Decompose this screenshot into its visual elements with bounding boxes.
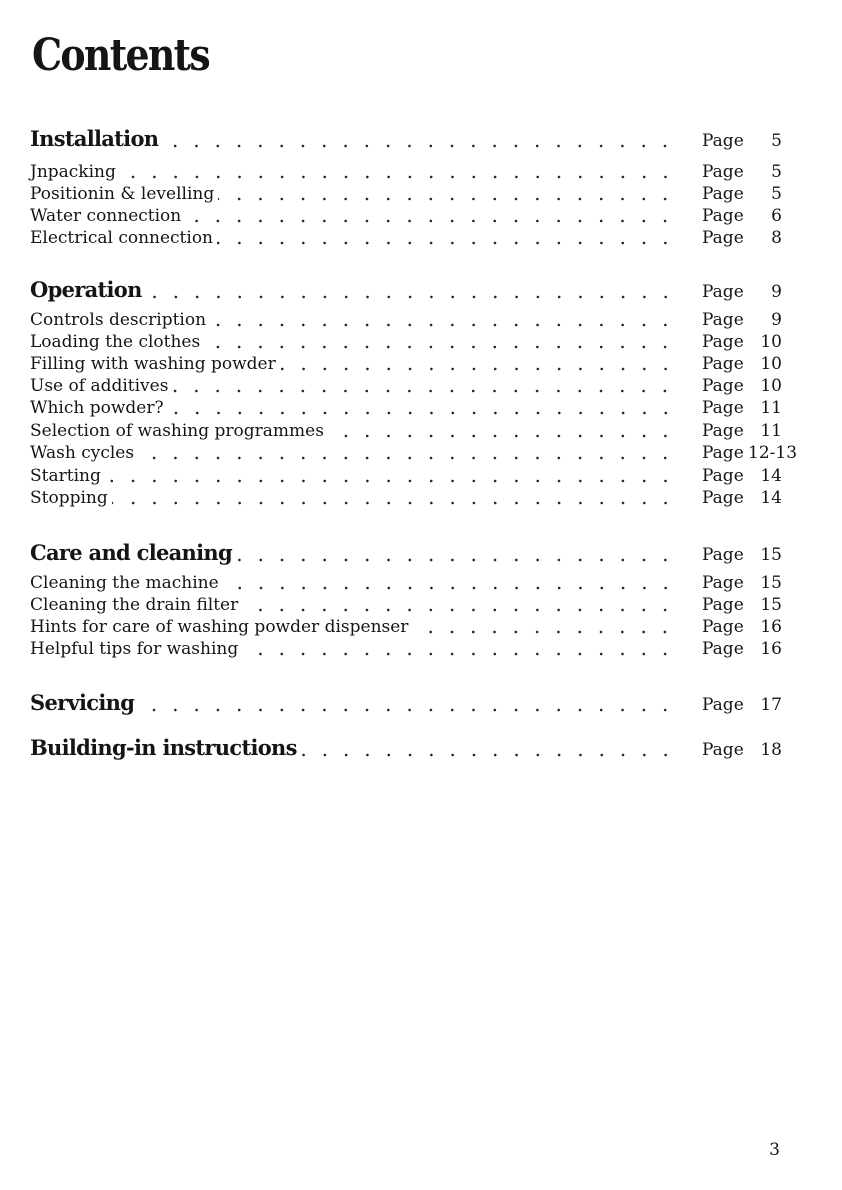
leader-dots bbox=[138, 441, 676, 461]
page-word: Page bbox=[702, 740, 744, 760]
page-word: Page bbox=[702, 639, 744, 659]
page-ref: 10 bbox=[760, 354, 782, 374]
leader-dots bbox=[185, 204, 676, 224]
page-ref: 15 bbox=[760, 545, 782, 565]
page-ref: 5 bbox=[771, 184, 782, 204]
leader-dots bbox=[162, 129, 676, 149]
page-ref: 15 bbox=[760, 573, 782, 593]
page-ref: 9 bbox=[771, 282, 782, 302]
toc-row-programme-selection[interactable] bbox=[30, 416, 782, 441]
page-ref: 15 bbox=[760, 595, 782, 615]
leader-dots bbox=[218, 182, 676, 202]
leader-dots bbox=[146, 280, 676, 300]
leader-dots bbox=[242, 593, 676, 613]
toc-row-water-connection[interactable] bbox=[30, 201, 782, 226]
page-title: Contents bbox=[32, 30, 209, 81]
leader-dots bbox=[168, 396, 676, 416]
toc-label: Hints for care of washing powder dispenser bbox=[30, 617, 409, 637]
leader-dots bbox=[412, 615, 676, 635]
toc-label: Operation bbox=[30, 277, 142, 302]
page-ref: 6 bbox=[771, 206, 782, 226]
page-word: Page bbox=[702, 443, 744, 463]
page-ref: 5 bbox=[771, 162, 782, 182]
leader-dots bbox=[217, 226, 676, 246]
toc-label: Electrical connection bbox=[30, 228, 214, 248]
leader-dots bbox=[242, 637, 676, 657]
leader-dots bbox=[301, 738, 676, 758]
page-ref: 9 bbox=[771, 310, 782, 330]
leader-dots bbox=[138, 693, 676, 713]
page-ref: 14 bbox=[760, 466, 782, 486]
page-word: Page bbox=[702, 595, 744, 615]
toc-label: Stopping bbox=[30, 488, 108, 508]
page-ref: 17 bbox=[760, 695, 782, 715]
toc-row-installation[interactable] bbox=[30, 126, 782, 151]
toc-row-operation[interactable] bbox=[30, 277, 782, 302]
page-ref: 5 bbox=[771, 131, 782, 151]
toc-row-loading-clothes[interactable] bbox=[30, 327, 782, 352]
page-word: Page bbox=[702, 398, 744, 418]
toc-label: Which powder? bbox=[30, 398, 164, 418]
toc-row-care-cleaning[interactable] bbox=[30, 540, 782, 565]
page-ref: 16 bbox=[760, 639, 782, 659]
toc-row-controls-description[interactable] bbox=[30, 305, 782, 330]
leader-dots bbox=[204, 330, 676, 350]
toc-row-helpful-tips[interactable] bbox=[30, 634, 782, 659]
page-ref: 10 bbox=[760, 376, 782, 396]
toc-label: Water connection bbox=[30, 206, 182, 226]
toc-label: Selection of washing programmes bbox=[30, 421, 324, 441]
page-word: Page bbox=[702, 228, 744, 248]
page-ref: 11 bbox=[760, 421, 782, 441]
toc-row-cleaning-machine[interactable] bbox=[30, 568, 782, 593]
page-word: Page bbox=[702, 206, 744, 226]
page-word: Page bbox=[702, 131, 744, 151]
page-word: Page bbox=[702, 354, 744, 374]
page-number: 3 bbox=[769, 1140, 780, 1160]
toc-row-unpacking[interactable] bbox=[30, 157, 782, 182]
toc-row-starting[interactable] bbox=[30, 461, 782, 486]
page-word: Page bbox=[702, 573, 744, 593]
page-ref: 8 bbox=[771, 228, 782, 248]
page-word: Page bbox=[702, 545, 744, 565]
toc-label: Loading the clothes bbox=[30, 332, 201, 352]
leader-dots bbox=[236, 543, 676, 563]
toc-row-building-in[interactable] bbox=[30, 735, 782, 760]
page-ref: 14 bbox=[760, 488, 782, 508]
page-word: Page bbox=[702, 617, 744, 637]
toc-label: Building-in instructions bbox=[30, 735, 297, 760]
toc-label: Starting bbox=[30, 466, 101, 486]
toc-label: Installation bbox=[30, 126, 159, 151]
page-word: Page bbox=[702, 488, 744, 508]
leader-dots bbox=[112, 486, 676, 506]
page-word: Page bbox=[702, 282, 744, 302]
toc-label: Servicing bbox=[30, 690, 135, 715]
page-word: Page bbox=[702, 184, 744, 204]
leader-dots bbox=[223, 571, 676, 591]
toc-label: Care and cleaning bbox=[30, 540, 232, 565]
page-word: Page bbox=[702, 376, 744, 396]
toc-label: Filling with washing powder bbox=[30, 354, 276, 374]
toc-label: Controls description bbox=[30, 310, 207, 330]
leader-dots bbox=[172, 374, 676, 394]
toc-row-electrical-connection[interactable] bbox=[30, 223, 782, 248]
page-ref: 10 bbox=[760, 332, 782, 352]
page-word: Page bbox=[702, 695, 744, 715]
toc-row-servicing[interactable] bbox=[30, 690, 782, 715]
toc-label: Cleaning the machine bbox=[30, 573, 219, 593]
page-word: Page bbox=[702, 466, 744, 486]
toc-row-additives[interactable] bbox=[30, 371, 782, 396]
toc-row-which-powder[interactable] bbox=[30, 393, 782, 418]
page-ref: 16 bbox=[760, 617, 782, 637]
page-word: Page bbox=[702, 310, 744, 330]
toc-row-stopping[interactable] bbox=[30, 483, 782, 508]
toc-row-positioning[interactable] bbox=[30, 179, 782, 204]
leader-dots bbox=[105, 464, 676, 484]
page-word: Page bbox=[702, 421, 744, 441]
leader-dots bbox=[210, 308, 676, 328]
page-ref: 18 bbox=[760, 740, 782, 760]
toc-label: Cleaning the drain filter bbox=[30, 595, 239, 615]
leader-dots bbox=[280, 352, 676, 372]
leader-dots bbox=[120, 160, 676, 180]
toc-label: Helpful tips for washing bbox=[30, 639, 239, 659]
page-ref: 11 bbox=[760, 398, 782, 418]
page-word: Page bbox=[702, 162, 744, 182]
toc-label: Use of additives bbox=[30, 376, 169, 396]
toc-row-drain-filter[interactable] bbox=[30, 590, 782, 615]
toc-row-dispenser-care[interactable] bbox=[30, 612, 782, 637]
toc-label: Positionin & levelling bbox=[30, 184, 215, 204]
page-word: Page bbox=[702, 332, 744, 352]
toc-label: Wash cycles bbox=[30, 443, 135, 463]
leader-dots bbox=[328, 419, 676, 439]
toc-row-wash-cycles[interactable] bbox=[30, 438, 798, 463]
toc-label: Jnpacking bbox=[30, 162, 116, 182]
toc-row-filling-powder[interactable] bbox=[30, 349, 782, 374]
page-ref: 12-13 bbox=[748, 443, 798, 463]
